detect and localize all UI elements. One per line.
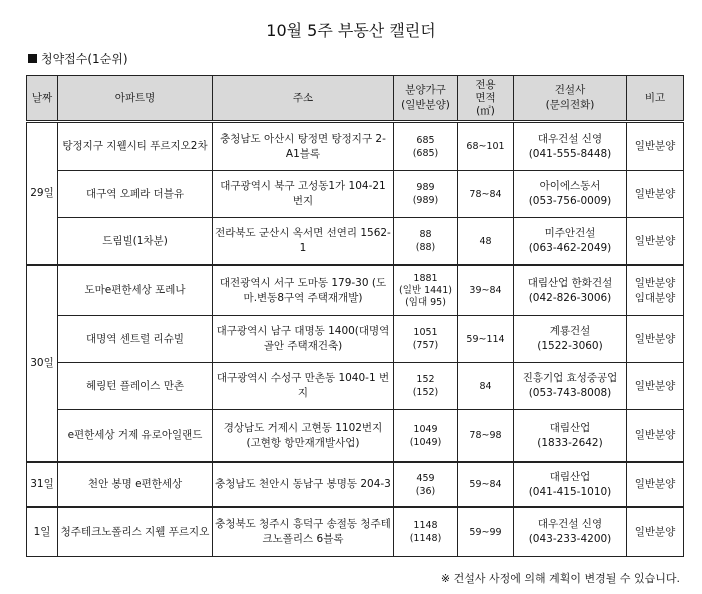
apt-name: 헤링턴 플레이스 만촌 [58, 363, 213, 410]
units-total: 685 [416, 134, 435, 146]
section-heading [28, 50, 128, 67]
builder [514, 218, 627, 266]
area: 78~98 [458, 410, 514, 463]
units-general: (일반 1441) [399, 284, 452, 296]
units [394, 316, 458, 363]
header-addr: 주소 [213, 76, 394, 122]
units-general: (152) [412, 387, 439, 398]
table-row [27, 171, 684, 218]
apt-name: 탕정지구 지웰시티 푸르지오2차 [58, 122, 213, 171]
remark: 일반분양 [627, 507, 684, 557]
builder [514, 265, 627, 316]
area: 59~99 [458, 507, 514, 557]
builder-name: 대림산업 [549, 470, 591, 483]
header-builder-line1: 건설사 [554, 84, 586, 96]
units-total: 88 [419, 229, 432, 240]
address: 대전광역시 서구 도마동 179-30 (도마.변동8구역 주택재개발) [213, 265, 394, 316]
apt-name: 대명역 센트럴 리슈빌 [58, 316, 213, 363]
date-cell: 30일 [27, 265, 58, 462]
table-row [27, 218, 684, 266]
units-general: (685) [412, 147, 439, 159]
address: 경상남도 거제시 고현동 1102번지 (고현항 항만재개발사업) [213, 410, 394, 463]
units [394, 410, 458, 463]
address: 대구광역시 수성구 만촌동 1040-1 번지 [213, 363, 394, 410]
builder [514, 122, 627, 171]
table-row [27, 122, 684, 171]
header-note: 비고 [627, 76, 684, 122]
remark-line2: 임대분양 [634, 291, 676, 304]
date-cell: 29일 [27, 122, 58, 266]
units-total: 989 [416, 182, 435, 193]
builder [514, 171, 627, 218]
area: 78~84 [458, 171, 514, 218]
header-units [394, 76, 458, 122]
apt-name: 청주테크노폴리스 지웰 푸르지오 [58, 507, 213, 557]
date-cell: 31일 [27, 462, 58, 507]
builder-phone: (042-826-3006) [528, 291, 612, 304]
units [394, 507, 458, 557]
builder-phone: (1833-2642) [537, 436, 603, 449]
units [394, 462, 458, 507]
apt-name: 드림빌(1차분) [58, 218, 213, 266]
builder-name: 아이에스동서 [539, 180, 601, 192]
units-rental: (임대 95) [405, 296, 446, 308]
apt-name: 대구역 오페라 더블유 [58, 171, 213, 218]
builder [514, 316, 627, 363]
builder [514, 410, 627, 463]
builder-phone: (053-743-8008) [528, 387, 612, 399]
units [394, 363, 458, 410]
units-total: 1051 [413, 327, 438, 338]
remark: 일반분양 [627, 316, 684, 363]
address: 대구광역시 북구 고성동1가 104-21 번지 [213, 171, 394, 218]
header-builder-line2: (문의전화) [545, 99, 595, 111]
builder [514, 363, 627, 410]
header-date: 날짜 [27, 76, 58, 122]
area: 48 [458, 218, 514, 266]
area: 59~114 [458, 316, 514, 363]
builder-name: 대림산업 [549, 421, 591, 434]
table-row [27, 507, 684, 557]
units-general: (1148) [409, 533, 442, 544]
page-title: 10월 5주 부동산 캘린더 [266, 21, 436, 40]
header-apt: 아파트명 [58, 76, 213, 122]
units-total: 1049 [413, 423, 438, 435]
remark: 일반분양 [627, 410, 684, 463]
address: 전라북도 군산시 옥서면 선연리 1562-1 [213, 218, 394, 266]
builder-name: 계룡건설 [549, 325, 591, 337]
units-general: (757) [412, 340, 439, 351]
builder-phone: (053-756-0009) [528, 195, 612, 207]
units-total: 1881 [413, 272, 438, 284]
builder-phone: (041-555-8448) [528, 147, 612, 160]
units-general: (36) [415, 485, 436, 497]
builder-name: 대우건설 신영 [537, 132, 603, 145]
address: 대구광역시 남구 대명동 1400(대명역 골안 주택재건축) [213, 316, 394, 363]
section-label: 청약접수(1순위) [41, 52, 128, 66]
remark: 일반분양 [627, 218, 684, 266]
builder [514, 507, 627, 557]
apt-name: 천안 봉명 e편한세상 [58, 462, 213, 507]
address: 충청남도 천안시 동남구 봉명동 204-3 [213, 462, 394, 507]
header-area-line3: (㎡) [476, 104, 495, 117]
builder-phone: (043-233-4200) [528, 533, 612, 545]
remark: 일반분양 [627, 462, 684, 507]
header-units-line2: (일반분양) [401, 99, 450, 111]
table-row [27, 363, 684, 410]
date-cell: 1일 [27, 507, 58, 557]
units-total: 152 [416, 374, 435, 385]
header-area-line1: 전용 [475, 78, 496, 91]
units-general: (1049) [409, 436, 442, 448]
area: 59~84 [458, 462, 514, 507]
units-general: (88) [415, 242, 436, 253]
builder-phone: (063-462-2049) [528, 242, 612, 254]
builder-name: 대림산업 한화건설 [527, 276, 613, 289]
area: 39~84 [458, 265, 514, 316]
builder-name: 대우건설 신영 [537, 518, 603, 530]
remark [627, 265, 684, 316]
calendar-table [26, 75, 684, 557]
area: 68~101 [458, 122, 514, 171]
square-bullet-icon [28, 54, 37, 63]
units-total: 459 [416, 472, 435, 484]
builder [514, 462, 627, 507]
header-row [27, 76, 684, 122]
builder-name: 진흥기업 효성중공업 [522, 372, 618, 384]
remark: 일반분양 [627, 122, 684, 171]
header-area [458, 76, 514, 122]
apt-name: e편한세상 거제 유로아일랜드 [58, 410, 213, 463]
header-area-line2: 면적 [475, 91, 496, 104]
table-row [27, 462, 684, 507]
builder-phone: (041-415-1010) [528, 485, 612, 498]
units [394, 218, 458, 266]
remark: 일반분양 [627, 363, 684, 410]
header-builder [514, 76, 627, 122]
header-units-line1: 분양가구 [405, 84, 446, 96]
remark-line1: 일반분양 [634, 276, 676, 289]
units [394, 265, 458, 316]
address: 충청남도 아산시 탕정면 탕정지구 2-A1블록 [213, 122, 394, 171]
units-total: 1148 [413, 520, 438, 531]
apt-name: 도마e편한세상 포레나 [58, 265, 213, 316]
units [394, 122, 458, 171]
table-row [27, 265, 684, 316]
table-row [27, 410, 684, 463]
units [394, 171, 458, 218]
builder-name: 미주안건설 [544, 227, 596, 239]
units-general: (989) [412, 195, 439, 206]
area: 84 [458, 363, 514, 410]
remark: 일반분양 [627, 171, 684, 218]
table-row [27, 316, 684, 363]
builder-phone: (1522-3060) [537, 340, 603, 352]
footnote: ※ 건설사 사정에 의해 계획이 변경될 수 있습니다. [440, 572, 680, 585]
address: 충청북도 청주시 흥덕구 송절동 청주테크노폴리스 6블록 [213, 507, 394, 557]
